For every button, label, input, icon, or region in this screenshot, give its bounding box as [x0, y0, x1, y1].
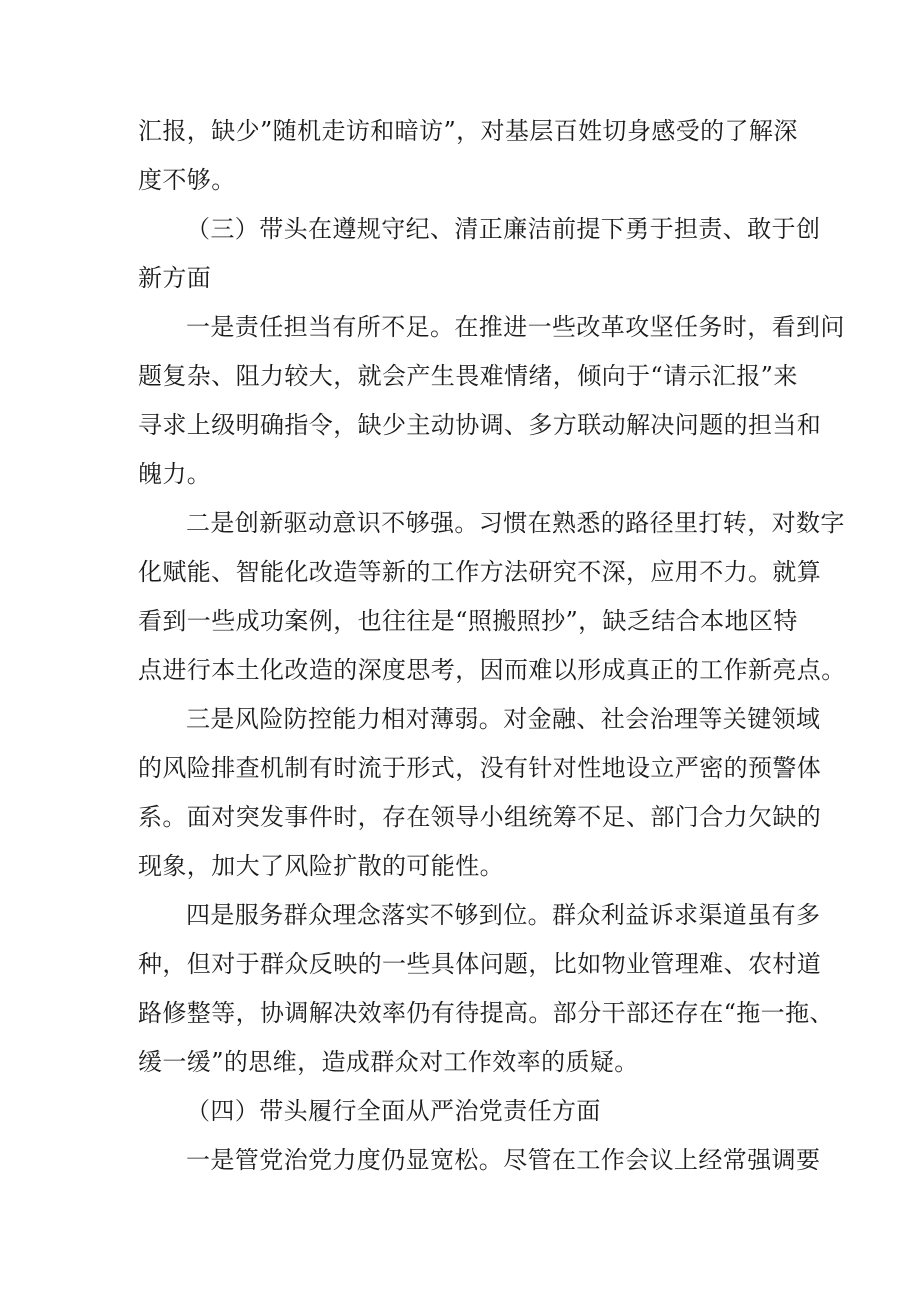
paragraph-line: 汇报，缺少”随机走访和暗访”，对基层百姓切身感受的了解深 — [138, 117, 798, 145]
paragraph-line: 魄力。 — [138, 460, 212, 488]
paragraph-line: 寻求上级明确指令，缺少主动协调、多方联动解决问题的担当和 — [138, 411, 822, 439]
paragraph-line: 一是管党治党力度仍显宽松。尽管在工作会议上经常强调要 — [186, 1146, 821, 1174]
paragraph-line: 路修整等，协调解决效率仍有待提高。部分干部还存在“拖一拖、 — [138, 999, 834, 1027]
paragraph-line: 二是创新驱动意识不够强。习惯在熟悉的路径里打转，对数字 — [186, 509, 845, 537]
paragraph-line: 一是责任担当有所不足。在推进一些改革攻坚任务时，看到问 — [186, 313, 845, 341]
paragraph-line: 的风险排查机制有时流于形式，没有针对性地设立严密的预警体 — [138, 754, 822, 782]
paragraph-line: 四是服务群众理念落实不够到位。群众利益诉求渠道虽有多 — [186, 901, 821, 929]
section-heading-continued: 新方面 — [138, 264, 212, 292]
paragraph-line: 点进行本土化改造的深度思考，因而难以形成真正的工作新亮点。 — [138, 656, 846, 684]
paragraph-line: 化赋能、智能化改造等新的工作方法研究不深，应用不力。就算 — [138, 558, 822, 586]
paragraph-line: 度不够。 — [138, 166, 236, 194]
section-heading: （三）带头在遵规守纪、清正廉洁前提下勇于担责、敢于创 — [186, 215, 821, 243]
paragraph-line: 种，但对于群众反映的一些具体问题，比如物业管理难、农村道 — [138, 950, 822, 978]
paragraph-line: 现象，加大了风险扩散的可能性。 — [138, 852, 504, 880]
paragraph-line: 缓一缓”的思维，造成群众对工作效率的质疑。 — [138, 1048, 639, 1076]
paragraph-line: 题复杂、阻力较大，就会产生畏难情绪，倾向于“请示汇报”来 — [138, 362, 798, 390]
paragraph-line: 系。面对突发事件时，存在领导小组统筹不足、部门合力欠缺的 — [138, 803, 822, 831]
paragraph-line: 看到一些成功案例，也往往是“照搬照抄”，缺乏结合本地区特 — [138, 607, 798, 635]
paragraph-line: 三是风险防控能力相对薄弱。对金融、社会治理等关键领域 — [186, 705, 821, 733]
section-heading: （四）带头履行全面从严治党责任方面 — [186, 1097, 601, 1125]
